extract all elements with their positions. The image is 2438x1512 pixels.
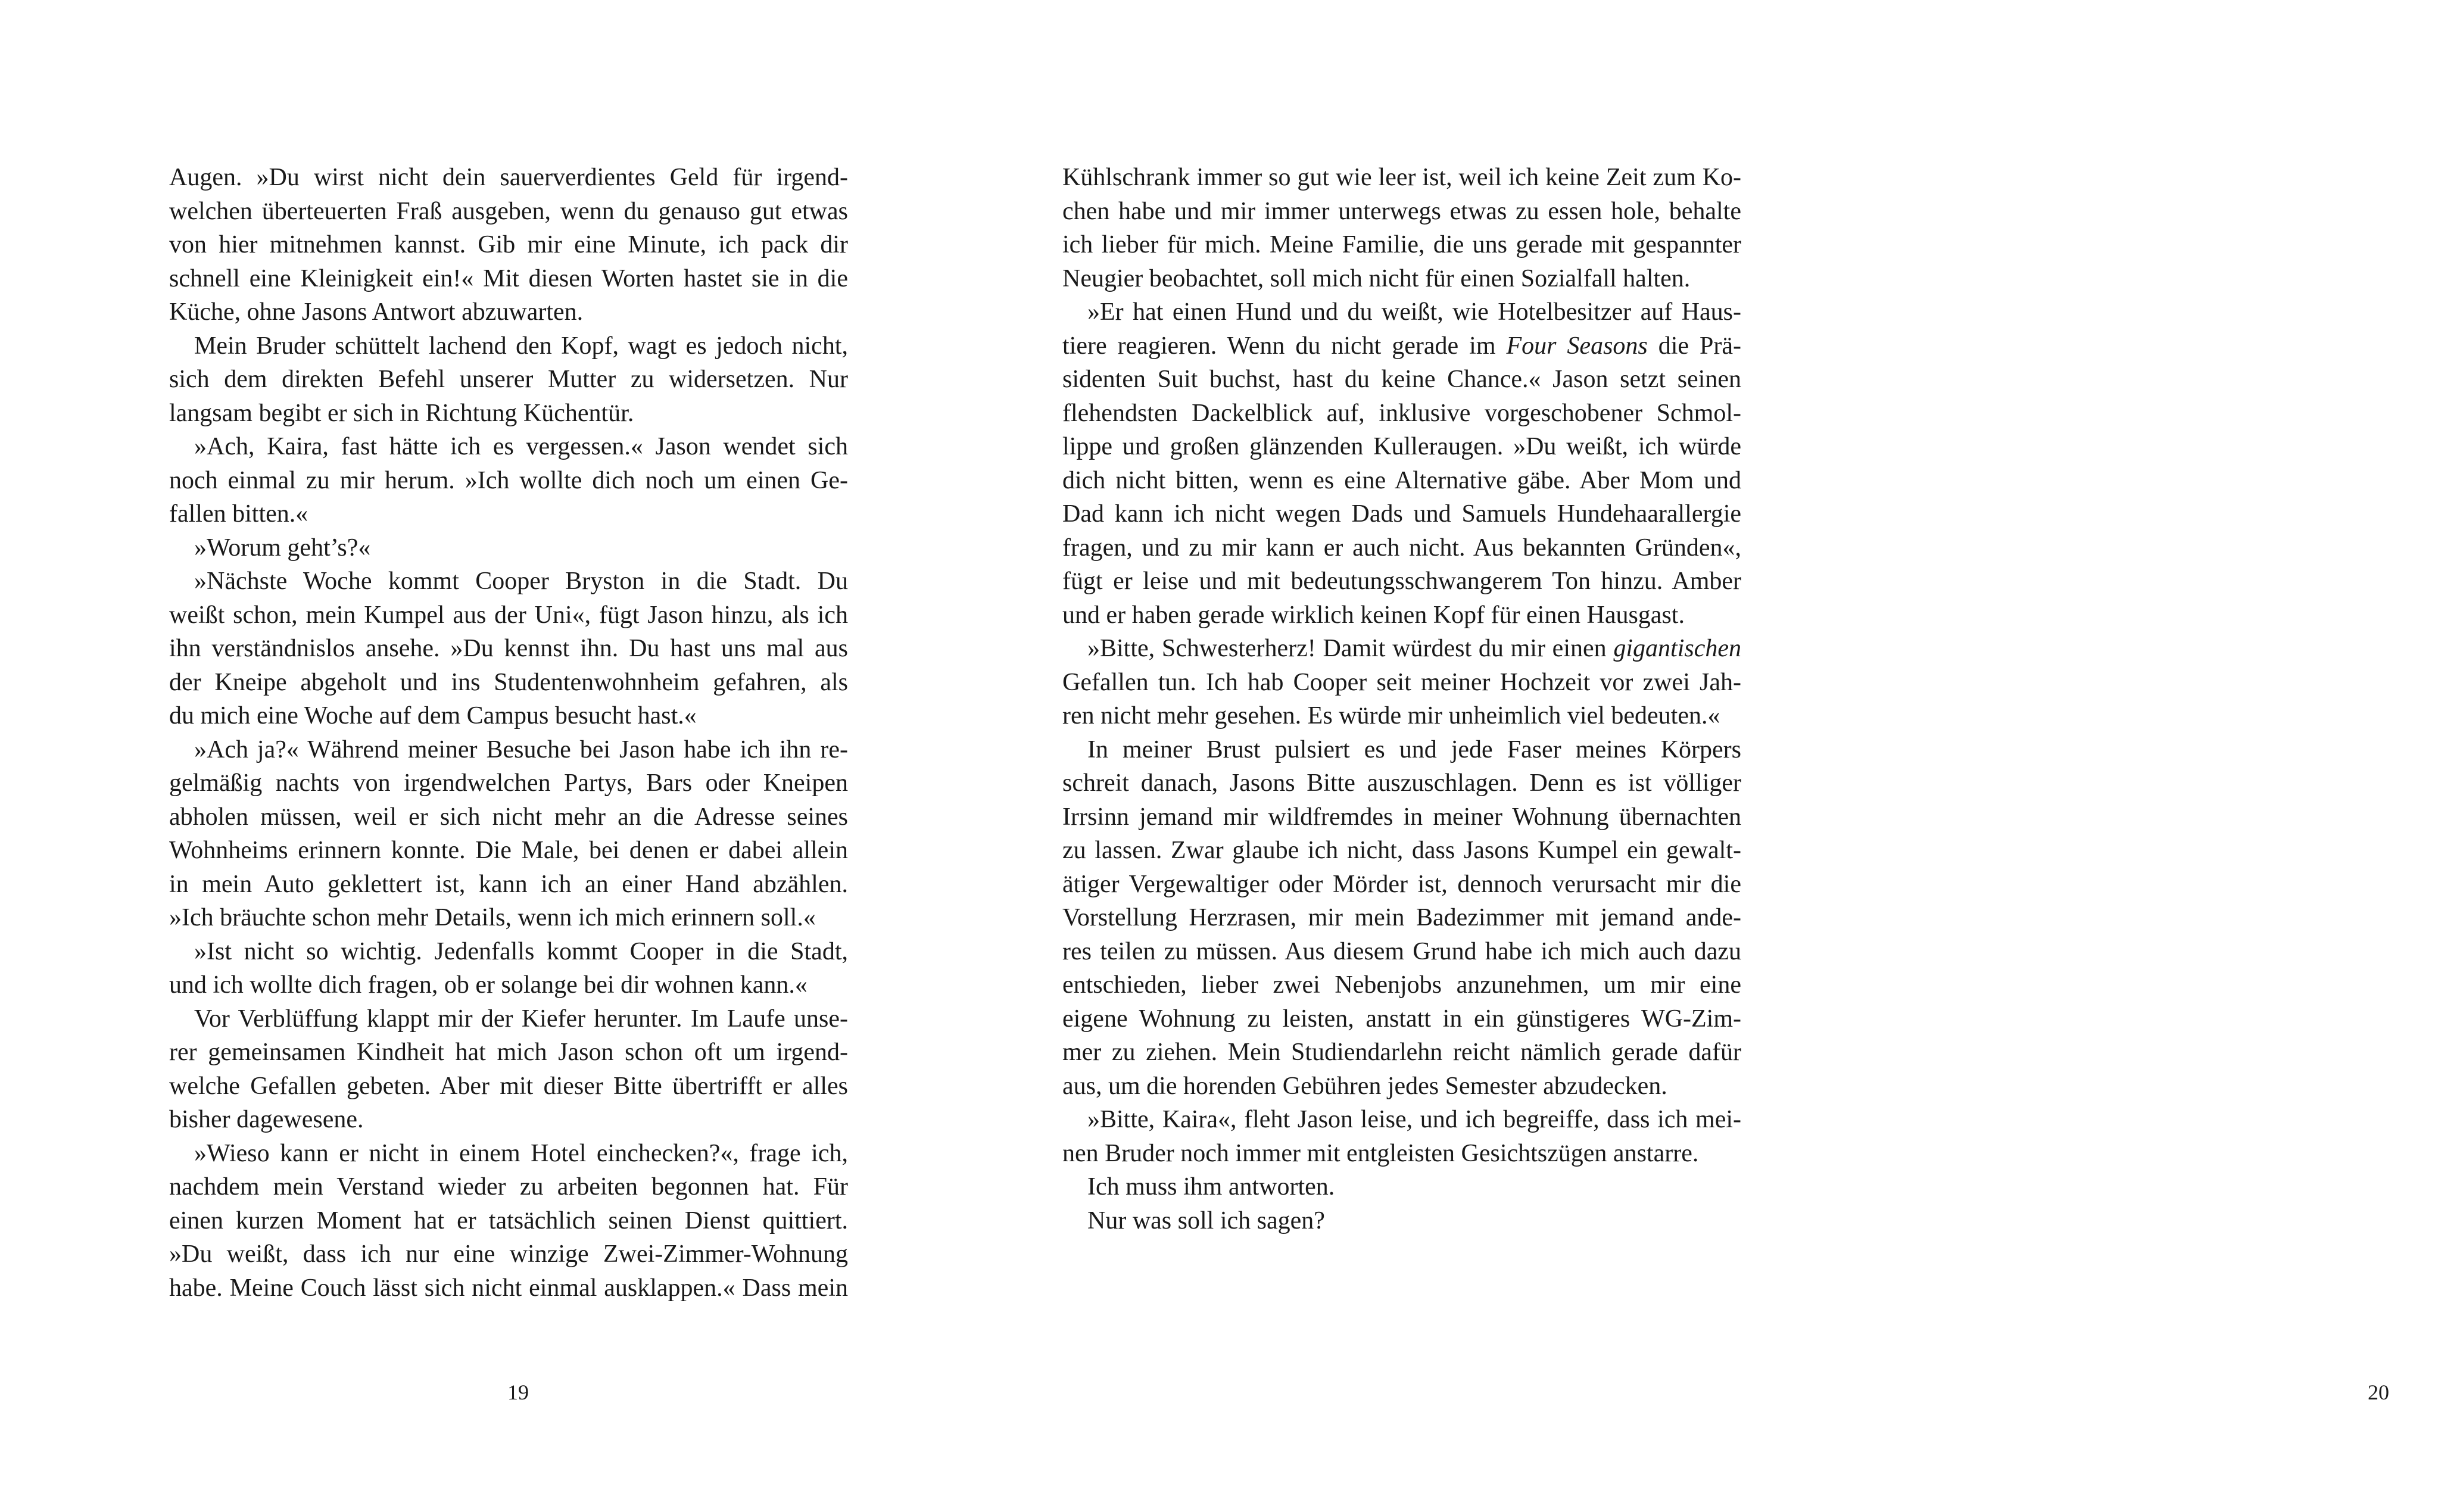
text-line <box>1062 733 1741 767</box>
text-line <box>1062 464 1741 498</box>
text-line: langsam begibt er sich in Richtung Küchentür. <box>169 399 634 427</box>
text-line <box>1062 1070 1741 1103</box>
text-line <box>1062 968 1741 1002</box>
text-segment: aus, um die horenden Gebühren jedes Semester abzudecken. <box>1062 1072 1667 1100</box>
text-line <box>1062 262 1741 296</box>
text-line: Augen. »Du wirst nicht dein sauerverdientes Geld für irgend- <box>169 164 848 191</box>
text-segment: res teilen zu müssen. Aus diesem Grund habe ich mich auch dazu <box>1062 937 1741 965</box>
text-line <box>1062 195 1741 229</box>
text-segment: die Prä- <box>1647 332 1741 360</box>
right-page-body <box>1062 161 1741 1237</box>
text-line: von hier mitnehmen kannst. Gib mir eine Minute, ich pack dir <box>169 231 848 258</box>
text-line <box>1062 1170 1741 1204</box>
text-line <box>1062 834 1741 868</box>
text-line <box>1062 1204 1741 1238</box>
text-segment: fügt er leise und mit bedeutungsschwangerem Ton hinzu. Amber <box>1062 568 1741 595</box>
text-line: Küche, ohne Jasons Antwort abzuwarten. <box>169 298 584 326</box>
text-line: habe. Meine Couch lässt sich nicht einmal ausklappen.« Dass mein <box>169 1274 848 1302</box>
text-line: »Ist nicht so wichtig. Jedenfalls kommt Cooper in die Stadt, <box>194 937 848 965</box>
text-segment: ren nicht mehr gesehen. Es würde mir unheimlich viel bedeuten.« <box>1062 702 1720 729</box>
text-line: »Ich bräuchte schon mehr Details, wenn ich mich erinnern soll.« <box>169 904 816 931</box>
text-segment: chen habe und mir immer unterwegs etwas zu essen hole, behalte <box>1062 197 1741 225</box>
text-line: »Wieso kann er nicht in einem Hotel einchecken?«, frage ich, <box>194 1139 848 1167</box>
text-segment: »Bitte, Schwesterherz! Damit würdest du mir einen <box>1087 635 1614 662</box>
text-segment: mer zu ziehen. Mein Studiendarlehn reicht nämlich gerade dafür <box>1062 1039 1741 1066</box>
text-line: »Ach, Kaira, fast hätte ich es vergessen.« Jason wendet sich <box>194 433 848 460</box>
text-segment: flehendsten Dackelblick auf, inklusive vorgeschobener Schmol- <box>1062 399 1741 427</box>
italic-text: Four Seasons <box>1506 332 1648 360</box>
text-line <box>1062 497 1741 531</box>
text-segment: tiere reagieren. Wenn du nicht gerade im <box>1062 332 1507 360</box>
text-line: rer gemeinsamen Kindheit hat mich Jason schon oft um irgend- <box>169 1039 848 1066</box>
text-line <box>1062 935 1741 969</box>
right-page-number: 20 <box>2368 1380 2389 1404</box>
text-segment: Dad kann ich nicht wegen Dads und Samuels Hundehaarallergie <box>1062 500 1741 528</box>
text-line: »Worum geht’s?« <box>194 534 371 562</box>
left-page-number: 19 <box>507 1380 529 1404</box>
text-segment: »Bitte, Kaira«, fleht Jason leise, und ich begreiffe, dass ich mei- <box>1087 1106 1741 1133</box>
text-line: welche Gefallen gebeten. Aber mit dieser Bitte übertrifft er alles <box>169 1072 848 1100</box>
text-segment: In meiner Brust pulsiert es und jede Faser meines Körpers <box>1087 735 1741 763</box>
right-page <box>949 0 2389 1512</box>
text-segment: sidenten Suit buchst, hast du keine Chance.« Jason setzt seinen <box>1062 366 1741 393</box>
text-line <box>1062 531 1741 565</box>
text-segment: dich nicht bitten, wenn es eine Alternative gäbe. Aber Mom und <box>1062 466 1741 494</box>
text-segment: Neugier beobachtet, soll mich nicht für einen Sozialfall halten. <box>1062 264 1691 292</box>
text-line <box>1062 666 1741 700</box>
text-line <box>1062 1002 1741 1036</box>
text-line <box>1062 598 1741 632</box>
text-line: abholen müssen, weil er sich nicht mehr an die Adresse seines <box>169 803 848 831</box>
text-line: nachdem mein Verstand wieder zu arbeiten begonnen hat. Für <box>169 1173 848 1201</box>
italic-text: gigantischen <box>1613 635 1741 662</box>
text-segment: Kühlschrank immer so gut wie leer ist, weil ich keine Zeit zum Ko- <box>1062 164 1741 191</box>
text-line <box>1062 430 1741 464</box>
text-line: welchen überteuerten Fraß ausgeben, wenn du genauso gut etwas <box>169 197 848 225</box>
text-line: noch einmal zu mir herum. »Ich wollte dich noch um einen Ge- <box>169 466 848 494</box>
text-line <box>1062 632 1741 666</box>
text-line <box>1062 901 1741 935</box>
text-segment: eigene Wohnung zu leisten, anstatt in ein günstigeres WG-Zim- <box>1062 1005 1741 1033</box>
text-line <box>1062 868 1741 902</box>
text-segment: ätiger Vergewaltiger oder Mörder ist, dennoch verursacht mir die <box>1062 870 1741 898</box>
text-line: der Kneipe abgeholt und ins Studentenwohnheim gefahren, als <box>169 668 848 696</box>
text-line: »Nächste Woche kommt Cooper Bryston in die Stadt. Du <box>194 568 848 595</box>
text-line <box>1062 1103 1741 1137</box>
text-line: Mein Bruder schüttelt lachend den Kopf, wagt es jedoch nicht, <box>194 332 848 360</box>
text-segment: Nur was soll ich sagen? <box>1087 1207 1325 1234</box>
text-line: weißt schon, mein Kumpel aus der Uni«, fügt Jason hinzu, als ich <box>169 601 848 629</box>
text-line: bisher dagewesene. <box>169 1106 364 1133</box>
text-segment: »Er hat einen Hund und du weißt, wie Hotelbesitzer auf Haus- <box>1087 298 1741 326</box>
text-segment: Gefallen tun. Ich hab Cooper seit meiner Hochzeit vor zwei Jah- <box>1062 668 1741 696</box>
text-line <box>1062 397 1741 431</box>
text-line: gelmäßig nachts von irgendwelchen Partys, Bars oder Kneipen <box>169 769 848 797</box>
text-line: in mein Auto geklettert ist, kann ich an einer Hand abzählen. <box>169 870 848 898</box>
text-line <box>1062 1036 1741 1070</box>
text-segment: zu lassen. Zwar glaube ich nicht, dass Jasons Kumpel ein gewalt- <box>1062 837 1741 864</box>
text-segment: fragen, und zu mir kann er auch nicht. Aus bekannten Gründen«, <box>1062 534 1741 562</box>
text-line <box>1062 1137 1741 1171</box>
left-page <box>0 0 949 1512</box>
text-line <box>1062 699 1741 733</box>
text-line: und ich wollte dich fragen, ob er solange bei dir wohnen kann.« <box>169 971 808 999</box>
text-segment: Ich muss ihm antworten. <box>1087 1173 1335 1201</box>
text-line <box>1062 228 1741 262</box>
text-segment: ich lieber für mich. Meine Familie, die uns gerade mit gespannter <box>1062 231 1741 258</box>
text-segment: nen Bruder noch immer mit entgleisten Gesichtszügen anstarre. <box>1062 1139 1699 1167</box>
text-line <box>1062 766 1741 800</box>
text-line <box>1062 161 1741 195</box>
text-line <box>1062 295 1741 329</box>
text-line: »Du weißt, dass ich nur eine winzige Zwei-Zimmer-Wohnung <box>169 1240 848 1268</box>
text-line <box>1062 565 1741 598</box>
text-segment: entschieden, lieber zwei Nebenjobs anzunehmen, um mir eine <box>1062 971 1741 999</box>
text-line: du mich eine Woche auf dem Campus besucht hast.« <box>169 702 697 729</box>
text-line <box>1062 329 1741 363</box>
text-segment: Irrsinn jemand mir wildfremdes in meiner Wohnung übernachten <box>1062 803 1741 831</box>
text-segment: Vorstellung Herzrasen, mir mein Badezimmer mit jemand ande- <box>1062 904 1741 931</box>
left-page-body <box>169 161 848 1305</box>
text-segment: schreit danach, Jasons Bitte auszuschlagen. Denn es ist völliger <box>1062 769 1741 797</box>
text-line: ihn verständnislos ansehe. »Du kennst ihn. Du hast uns mal aus <box>169 635 848 662</box>
text-line: sich dem direkten Befehl unserer Mutter zu widersetzen. Nur <box>169 366 848 393</box>
text-segment: und er haben gerade wirklich keinen Kopf für einen Hausgast. <box>1062 601 1685 629</box>
text-line: einen kurzen Moment hat er tatsächlich seinen Dienst quittiert. <box>169 1207 848 1234</box>
text-line: »Ach ja?« Während meiner Besuche bei Jason habe ich ihn re- <box>194 735 848 763</box>
text-line <box>1062 363 1741 397</box>
text-line: fallen bitten.« <box>169 500 308 528</box>
text-segment: lippe und großen glänzenden Kulleraugen. »Du weißt, ich würde <box>1062 433 1741 460</box>
text-line <box>1062 800 1741 834</box>
text-line: schnell eine Kleinigkeit ein!« Mit diesen Worten hastet sie in die <box>169 264 848 292</box>
text-line: Vor Verblüffung klappt mir der Kiefer herunter. Im Laufe unse- <box>194 1005 848 1033</box>
text-line: Wohnheims erinnern konnte. Die Male, bei denen er dabei allein <box>169 837 848 864</box>
